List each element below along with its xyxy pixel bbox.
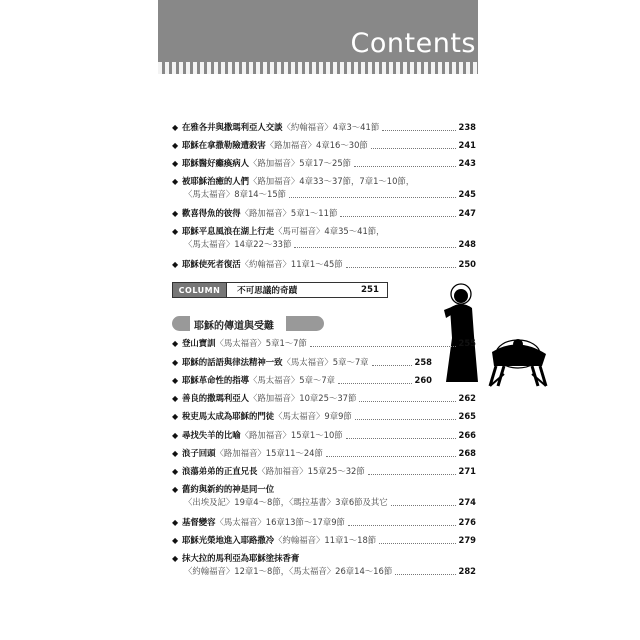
toc-entry[interactable]: ◆ 耶穌使死者復活 〈約翰福音〉11章1～45節 250 <box>172 259 476 269</box>
toc-entry[interactable]: ◆ 被耶穌治癒的人們 〈路加福音〉4章33～37節，7章1～10節， 〈馬太福音〉8章14～15節 245 <box>172 176 476 199</box>
contents-header <box>158 0 478 74</box>
diamond-bullet-icon: ◆ <box>172 260 179 269</box>
diamond-bullet-icon: ◆ <box>172 141 179 150</box>
page-number: 258 <box>414 357 432 367</box>
section-title: 耶穌的傳道與受難 <box>194 321 274 332</box>
page-number: 241 <box>458 140 476 150</box>
contents-title: Contents <box>350 28 476 59</box>
toc-entry[interactable]: ◆ 抹大拉的馬利亞為耶穌塗抹香膏 〈約翰福音〉12章1～8節，〈馬太福音〉26章14～16節 282 <box>172 553 476 576</box>
page-number: 262 <box>458 393 476 403</box>
diamond-bullet-icon: ◆ <box>172 394 179 403</box>
diamond-bullet-icon: ◆ <box>172 209 179 218</box>
diamond-bullet-icon: ◆ <box>172 449 179 458</box>
page-number: 279 <box>458 535 476 545</box>
column-page-number: 251 <box>361 285 379 295</box>
toc-entry[interactable]: ◆ 善良的撒瑪利亞人 〈路加福音〉10章25～37節 262 <box>172 393 476 403</box>
column-tag: COLUMN <box>173 283 227 297</box>
section-header <box>172 316 324 331</box>
toc-entry[interactable]: ◆ 尋找失羊的比喻 〈路加福音〉15章1～10節 266 <box>172 430 476 440</box>
page-number: 276 <box>458 517 476 527</box>
diamond-bullet-icon: ◆ <box>172 227 179 236</box>
diamond-bullet-icon: ◆ <box>172 467 179 476</box>
diamond-bullet-icon: ◆ <box>172 339 179 348</box>
page-number: 268 <box>458 448 476 458</box>
page-number: 245 <box>458 189 476 199</box>
diamond-bullet-icon: ◆ <box>172 485 179 494</box>
diamond-bullet-icon: ◆ <box>172 159 179 168</box>
toc-entry[interactable]: ◆ 歡喜得魚的彼得 〈路加福音〉5章1～11節 247 <box>172 208 476 218</box>
diamond-bullet-icon: ◆ <box>172 431 179 440</box>
column-title: 不可思議的奇蹟 <box>237 286 298 296</box>
toc-entry[interactable]: ◆ 耶穌平息風浪在湖上行走 〈馬可福音〉4章35～41節， 〈馬太福音〉14章22～33節 248 <box>172 226 476 249</box>
diamond-bullet-icon: ◆ <box>172 554 179 563</box>
page-number: 248 <box>458 239 476 249</box>
diamond-bullet-icon: ◆ <box>172 518 179 527</box>
diamond-bullet-icon: ◆ <box>172 177 179 186</box>
page-number: 238 <box>458 122 476 132</box>
nativity-silhouette-illustration <box>434 282 552 390</box>
page-number: 265 <box>458 411 476 421</box>
diamond-bullet-icon: ◆ <box>172 412 179 421</box>
page-number: 282 <box>458 566 476 576</box>
toc-entry[interactable]: ◆ 耶穌革命性的指導 〈馬太福音〉5章～7章 260 <box>172 375 432 385</box>
toc-entry[interactable]: ◆ 舊約與新約的神是同一位 〈出埃及記〉19章4～8節，〈瑪拉基書〉3章6節及其它 274 <box>172 484 476 507</box>
page-number: 260 <box>414 375 432 385</box>
toc-entry[interactable]: ◆ 耶穌光榮地進入耶路撒冷 〈約翰福音〉11章1～18節 279 <box>172 535 476 545</box>
toc-entry[interactable]: ◆ 浪子回頭 〈路加福音〉15章11～24節 268 <box>172 448 476 458</box>
page-number: 255 <box>458 338 476 348</box>
diamond-bullet-icon: ◆ <box>172 536 179 545</box>
toc-entry[interactable]: ◆ 登山寶訓 〈馬太福音〉5章1～7節 255 <box>172 338 476 348</box>
page-number: 247 <box>458 208 476 218</box>
header-pattern <box>158 62 478 74</box>
page-number: 243 <box>458 158 476 168</box>
page-number: 250 <box>458 259 476 269</box>
toc-entry[interactable]: ◆ 在雅各井與撒瑪利亞人交談 〈約翰福音〉4章3～41節 238 <box>172 122 476 132</box>
page-number: 266 <box>458 430 476 440</box>
diamond-bullet-icon: ◆ <box>172 123 179 132</box>
diamond-bullet-icon: ◆ <box>172 358 179 367</box>
toc-entry[interactable]: ◆ 耶穌在拿撒勒險遭殺害 〈路加福音〉4章16～30節 241 <box>172 140 476 150</box>
toc-entry[interactable]: ◆ 基督變容 〈馬太福音〉16章13節～17章9節 276 <box>172 517 476 527</box>
toc-entry[interactable]: ◆ 稅吏馬太成為耶穌的門徒 〈馬太福音〉9章9節 265 <box>172 411 476 421</box>
toc-entry[interactable]: ◆ 浪蕩弟弟的正直兄長 〈路加福音〉15章25～32節 271 <box>172 466 476 476</box>
page-number: 274 <box>458 497 476 507</box>
column-box[interactable] <box>172 282 388 298</box>
page-number: 271 <box>458 466 476 476</box>
toc-entry[interactable]: ◆ 耶穌的話語與律法精神一致 〈馬太福音〉5章～7章 258 <box>172 357 432 367</box>
diamond-bullet-icon: ◆ <box>172 376 179 385</box>
toc-entry[interactable]: ◆ 耶穌醫好癱瘓病人 〈路加福音〉5章17～25節 243 <box>172 158 476 168</box>
